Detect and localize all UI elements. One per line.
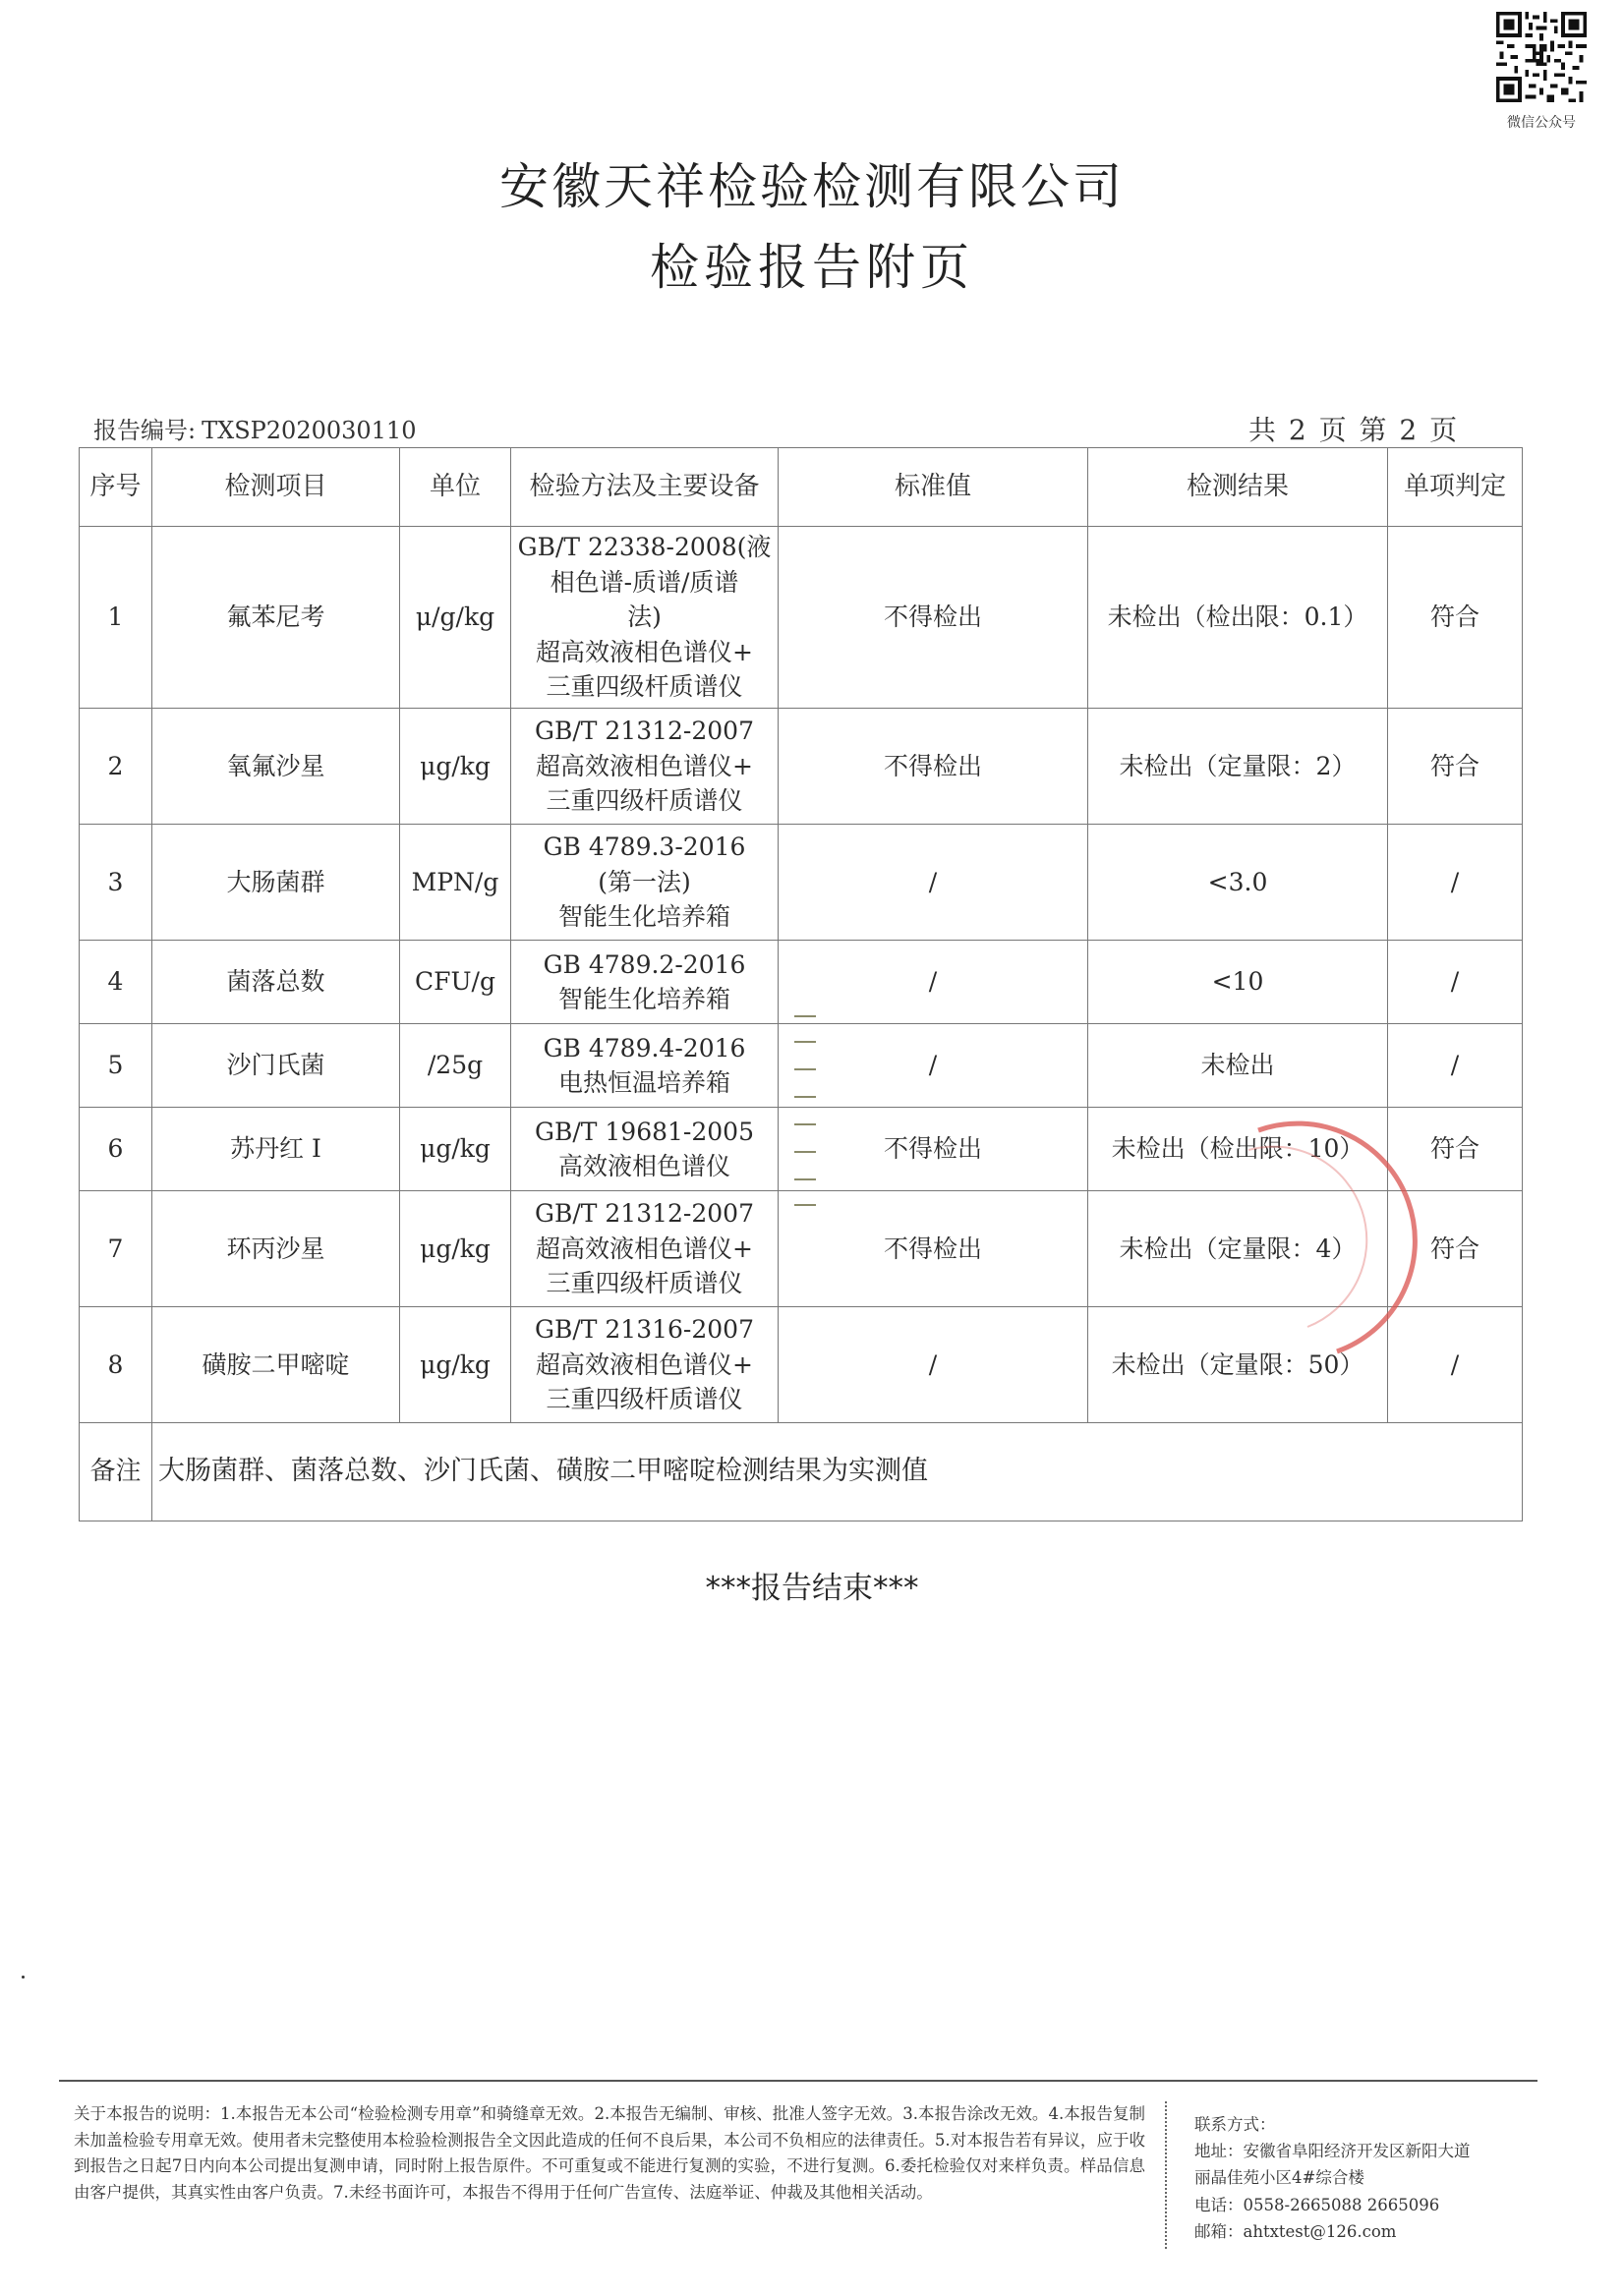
judgement: 符合: [1388, 527, 1523, 709]
row-number: 1: [80, 527, 152, 709]
contact-address-cont: 丽晶佳苑小区4#综合楼: [1194, 2168, 1364, 2188]
table-header-cell: 检测项目: [152, 448, 400, 527]
method-line: GB 4789.2-2016: [543, 949, 746, 979]
table-row: [80, 1024, 1523, 1108]
table-row: [80, 825, 1523, 941]
method-line: 超高效液相色谱仪+: [536, 1349, 753, 1379]
table-header-cell: 序号: [80, 448, 152, 527]
report-number: [93, 411, 416, 445]
table-row: [80, 527, 1523, 709]
method-line: GB 4789.3-2016: [543, 832, 746, 862]
report-subtitle: 检验报告附页: [650, 239, 974, 296]
method: [511, 825, 779, 941]
method-line: GB/T 21316-2007: [535, 1315, 754, 1345]
row-number: 6: [80, 1108, 152, 1191]
qr-code-icon: [1496, 12, 1587, 102]
report-end-mark: ***报告结束***: [705, 1571, 919, 1606]
standard-value: /: [779, 941, 1088, 1024]
judgement: /: [1388, 825, 1523, 941]
test-item: 菌落总数: [152, 941, 400, 1024]
method-line: 三重四级杆质谱仪: [546, 1385, 743, 1414]
test-result: 未检出（检出限：0.1）: [1088, 527, 1388, 709]
method-line: 智能生化培养箱: [557, 902, 730, 932]
judgement: /: [1388, 1307, 1523, 1423]
method-line: GB/T 21312-2007: [535, 717, 754, 746]
method-line: 三重四级杆质谱仪: [546, 786, 743, 816]
test-item: 沙门氏菌: [152, 1024, 400, 1108]
method: [511, 1024, 779, 1108]
method-line: GB/T 19681-2005: [535, 1117, 754, 1146]
unit: μg/kg: [400, 1108, 511, 1191]
scan-dot: [22, 1976, 25, 1979]
test-item: 氟苯尼考: [152, 527, 400, 709]
method: [511, 1307, 779, 1423]
method-line: 超高效液相色谱仪+: [536, 1234, 753, 1263]
report-notice: 关于本报告的说明：1.本报告无本公司“检验检测专用章”和骑缝章无效。2.本报告无编制、审核、批准人签字无效。3.本报告涂改无效。4.本报告复制未加盖检验专用章无效。使用者未完整使用本检验检测报告全文因此造成的任何不良后果，本公司不负相应的法律责任。5.对本报告若有异议，应于收到报告之日起7日内向本公司提出复测申请，同时附上报告原件。不可重复或不能进行复测的实验，不进行复测。6.委托检验仅对来样负责。样品信息由客户提供，其真实性由客户负责。7.未经书面许可，本报告不得用于任何广告宣传、法庭举证、仲裁及其他相关活动。: [74, 2104, 1145, 2203]
test-item: 氧氟沙星: [152, 709, 400, 825]
row-number: 8: [80, 1307, 152, 1423]
note-text: 大肠菌群、菌落总数、沙门氏菌、磺胺二甲嘧啶检测结果为实测值: [152, 1423, 1523, 1521]
unit: MPN/g: [400, 825, 511, 941]
note-row: [80, 1423, 1523, 1521]
table-row: [80, 1307, 1523, 1423]
footer-divider-line: [59, 2080, 1537, 2082]
standard-value: 不得检出: [779, 1108, 1088, 1191]
results-table: [79, 447, 1523, 1521]
standard-value: /: [779, 1024, 1088, 1108]
test-result: 未检出（检出限：10）: [1088, 1108, 1388, 1191]
method: [511, 709, 779, 825]
method-line: 超高效液相色谱仪+: [536, 637, 753, 666]
judgement: 符合: [1388, 1108, 1523, 1191]
table-row: [80, 1108, 1523, 1191]
table-header-cell: 检测结果: [1088, 448, 1388, 527]
method-line: 三重四级杆质谱仪: [546, 672, 743, 702]
method-line: 相色谱-质谱/质谱: [550, 567, 739, 597]
report-number-label: 报告编号:: [93, 417, 197, 444]
method-line: 智能生化培养箱: [557, 985, 730, 1013]
table-row: [80, 1191, 1523, 1307]
judgement: 符合: [1388, 1191, 1523, 1307]
table-row: [80, 709, 1523, 825]
contact-title: 联系方式：: [1194, 2115, 1276, 2134]
method-line: 法): [627, 603, 662, 632]
test-item: 环丙沙星: [152, 1191, 400, 1307]
method-line: GB/T 21312-2007: [535, 1199, 754, 1229]
note-label: 备注: [80, 1423, 152, 1521]
table-header-cell: 单位: [400, 448, 511, 527]
test-result: 未检出（定量限：4）: [1088, 1191, 1388, 1307]
method-line: GB 4789.4-2016: [543, 1033, 746, 1062]
method-line: 高效液相色谱仪: [557, 1152, 730, 1180]
contact-block: [1194, 2111, 1529, 2245]
method-line: GB/T 22338-2008(液: [517, 533, 772, 562]
unit: μ/g/kg: [400, 527, 511, 709]
method: [511, 527, 779, 709]
qr-caption: 微信公众号: [1507, 115, 1576, 131]
report-number-value: TXSP2020030110: [202, 417, 417, 444]
row-number: 5: [80, 1024, 152, 1108]
table-header-cell: 标准值: [779, 448, 1088, 527]
unit: μg/kg: [400, 1191, 511, 1307]
judgement: /: [1388, 1024, 1523, 1108]
judgement: 符合: [1388, 709, 1523, 825]
test-item: 苏丹红 I: [152, 1108, 400, 1191]
contact-email: 邮箱：ahtxtest@126.com: [1194, 2221, 1397, 2241]
test-item: 磺胺二甲嘧啶: [152, 1307, 400, 1423]
test-result: 未检出: [1088, 1024, 1388, 1108]
standard-value: 不得检出: [779, 1191, 1088, 1307]
contact-address: 地址：安徽省阜阳经济开发区新阳大道: [1194, 2142, 1471, 2161]
contact-phone: 电话：0558-2665088 2665096: [1194, 2195, 1440, 2214]
method-line: 三重四级杆质谱仪: [546, 1269, 743, 1298]
method-line: 电热恒温培养箱: [557, 1068, 730, 1097]
row-number: 7: [80, 1191, 152, 1307]
test-result: <10: [1088, 941, 1388, 1024]
standard-value: /: [779, 1307, 1088, 1423]
test-result: <3.0: [1088, 825, 1388, 941]
method-line: (第一法): [598, 867, 691, 896]
footer-column-divider: [1165, 2101, 1167, 2249]
test-result: 未检出（定量限：2）: [1088, 709, 1388, 825]
method: [511, 1108, 779, 1191]
method: [511, 1191, 779, 1307]
table-header-row: [80, 448, 1523, 527]
unit: CFU/g: [400, 941, 511, 1024]
table-header-cell: 单项判定: [1388, 448, 1523, 527]
unit: /25g: [400, 1024, 511, 1108]
row-number: 4: [80, 941, 152, 1024]
method-line: 超高效液相色谱仪+: [536, 751, 753, 780]
page-info: 共 2 页 第 2 页: [1248, 414, 1460, 446]
unit: μg/kg: [400, 1307, 511, 1423]
row-number: 3: [80, 825, 152, 941]
test-result: 未检出（定量限：50）: [1088, 1307, 1388, 1423]
method: [511, 941, 779, 1024]
standard-value: 不得检出: [779, 527, 1088, 709]
standard-value: /: [779, 825, 1088, 941]
company-name: 安徽天祥检验检测有限公司: [499, 158, 1125, 215]
test-item: 大肠菌群: [152, 825, 400, 941]
standard-value: 不得检出: [779, 709, 1088, 825]
table-header-cell: 检验方法及主要设备: [511, 448, 779, 527]
row-number: 2: [80, 709, 152, 825]
unit: μg/kg: [400, 709, 511, 825]
judgement: /: [1388, 941, 1523, 1024]
table-row: [80, 941, 1523, 1024]
